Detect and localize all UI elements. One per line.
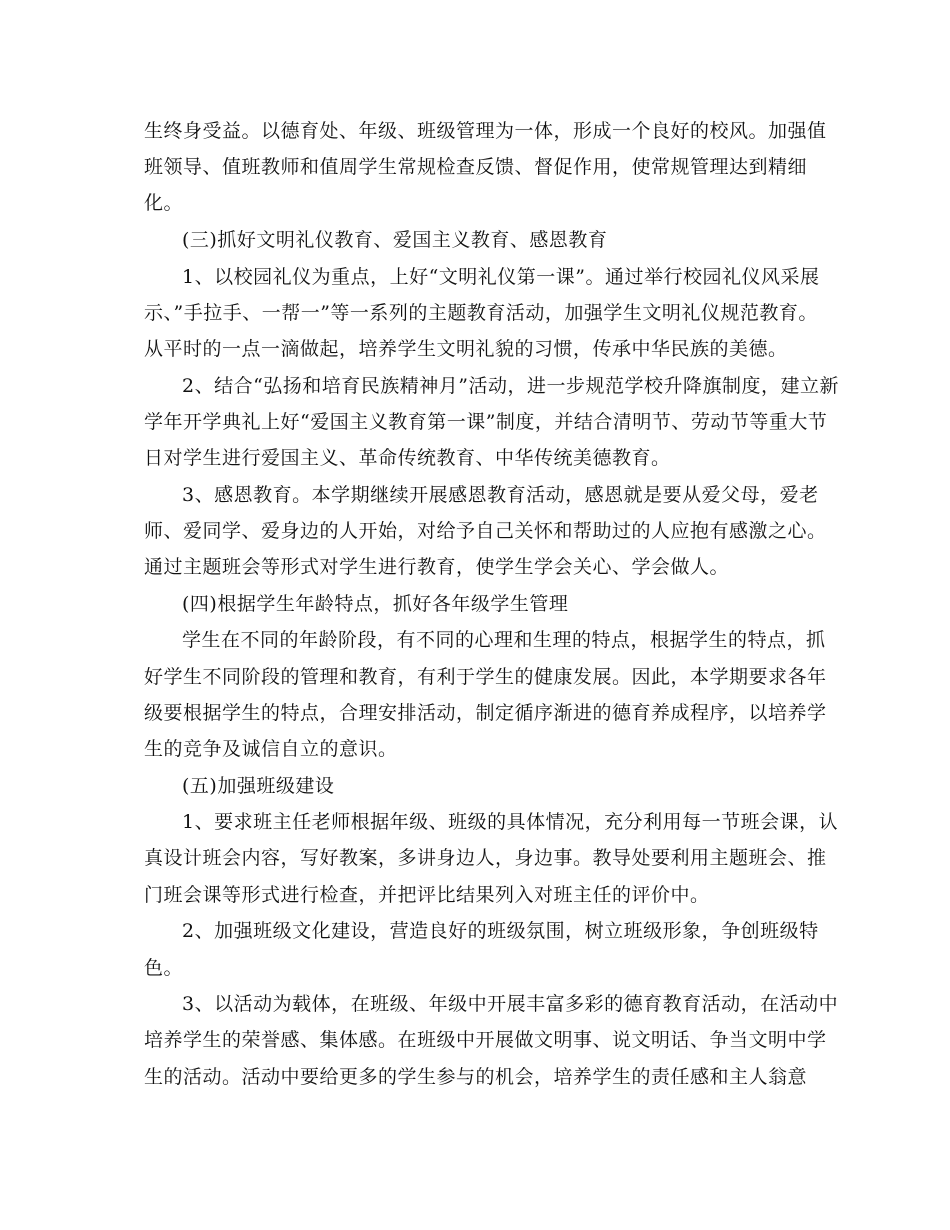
text-line: 班领导、值班教师和值周学生常规检查反馈、督促作用，使常规管理达到精细 [144, 156, 808, 178]
text-line: 从平时的一点一滴做起，培养学生文明礼貌的习惯，传承中华民族的美德。 [144, 338, 788, 360]
section-heading: (五)加强班级建设 [182, 775, 335, 797]
text-line: 级要根据学生的特点，合理安排活动，制定循序渐进的德育养成程序，以培养学 [144, 702, 827, 724]
text-line: 师、爱同学、爱身边的人开始，对给予自己关怀和帮助过的人应抱有感激之心。 [144, 520, 827, 542]
text-line: 真设计班会内容，写好教案，多讲身边人，身边事。教导处要利用主题班会、推 [144, 847, 827, 869]
text-line: 示、”手拉手、一帮一”等一系列的主题教育活动，加强学生文明礼仪规范教育。 [144, 302, 818, 324]
text-line: 2、结合“弘扬和培育民族精神月”活动，进一步规范学校升降旗制度，建立新 [182, 375, 840, 397]
text-line: 1、以校园礼仪为重点，上好“文明礼仪第一课”。通过举行校园礼仪风采展 [182, 266, 820, 288]
text-line: 生终身受益。以德育处、年级、班级管理为一体，形成一个良好的校风。加强值 [144, 120, 827, 142]
text-line: 色。 [144, 957, 184, 979]
text-line: 3、感恩教育。本学期继续开展感恩教育活动，感恩就是要从爱父母，爱老 [182, 484, 819, 506]
text-line: 日对学生进行爱国主义、革命传统教育、中华传统美德教育。 [144, 447, 671, 469]
text-line: 学年开学典礼上好“爱国主义教育第一课”制度，并结合清明节、劳动节等重大节 [144, 411, 828, 433]
text-line: 生的竞争及诚信自立的意识。 [144, 738, 398, 760]
text-line: 门班会课等形式进行检查，并把评比结果列入对班主任的评价中。 [144, 884, 710, 906]
text-line: 通过主题班会等形式对学生进行教育，使学生学会关心、学会做人。 [144, 556, 730, 578]
section-heading: (四)根据学生年龄特点，抓好各年级学生管理 [182, 593, 569, 615]
text-line: 化。 [144, 192, 184, 214]
text-line: 学生在不同的年龄阶段，有不同的心理和生理的特点，根据学生的特点，抓 [182, 629, 826, 651]
text-line: 2、加强班级文化建设，营造良好的班级氛围，树立班级形象，争创班级特 [182, 920, 819, 942]
section-heading: (三)抓好文明礼仪教育、爱国主义教育、感恩教育 [182, 229, 608, 251]
text-line: 生的活动。活动中要给更多的学生参与的机会，培养学生的责任感和主人翁意 [144, 1066, 808, 1088]
text-line: 1、要求班主任老师根据年级、班级的具体情况，充分利用每一节班会课，认 [182, 811, 839, 833]
text-line: 好学生不同阶段的管理和教育，有利于学生的健康发展。因此，本学期要求各年 [144, 666, 827, 688]
text-line: 培养学生的荣誉感、集体感。在班级中开展做文明事、说文明话、争当文明中学 [144, 1029, 827, 1051]
text-line: 3、以活动为载体，在班级、年级中开展丰富多彩的德育教育活动，在活动中 [182, 993, 839, 1015]
